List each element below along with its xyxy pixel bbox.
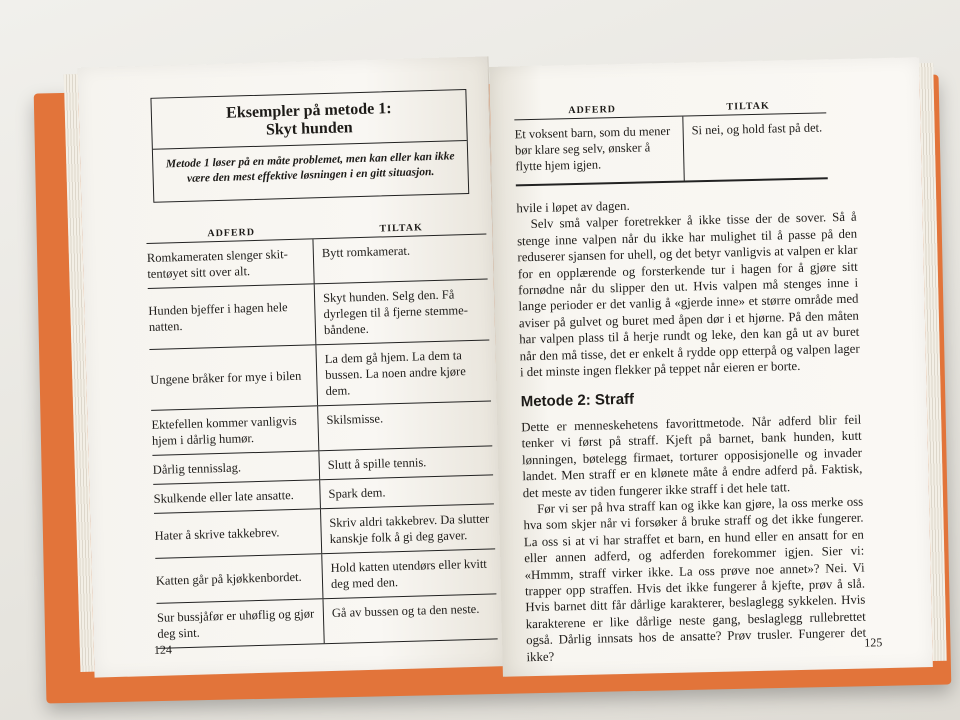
section-heading: Metode 2: Straff [520, 391, 635, 411]
body-text [516, 193, 866, 666]
behavior-cell: Skulkende eller late ansatte. [153, 480, 321, 513]
behavior-cell: Hater å skrive takkebrev. [154, 509, 322, 558]
method-box-title [151, 90, 466, 150]
method-box [150, 89, 469, 203]
table-row [157, 594, 498, 648]
method-box-title-line1: Eksempler på metode 1: [225, 100, 392, 122]
behavior-cell: Hunden bjeffer i hagen hele natten. [148, 284, 317, 349]
column-header-tiltak: TILTAK [379, 222, 423, 235]
examples-table [146, 221, 498, 649]
action-cell: Spark dem. [328, 485, 386, 502]
paragraph: Før vi ser på hva straff kan og ikke kan gjøre, la oss merke oss hva som skjer når vi forsøker å bruke straff og det ikke fungerer. La oss si at vi har straffet et barn, en hund eller en ansatt for en eller annen adferd, og adferden forekommer igjen. Sier vi: «Hmmm, straff virker ikke. La oss prøve noe annet»? Nei. Vi trapper opp straffen. Hvis det ikke fungerer å kjefte, prøv å slå. Hvis barnet ditt får dårlige karakterer, beslaglegg sykkelen. Hvis karakterene er like dårlige neste gang, beslaglegg rullebrettet også. Dårlig innsats hos de ansatte? Prøv trusler. Fungerer det ikke? [523, 494, 867, 664]
action-cell: Gå av bussen og ta den neste. [331, 601, 480, 620]
method-box-note: Metode 1 løser på en måte problemet, men kan eller kan ikke være den mest effektive løsningen i en gitt situasjon. [165, 150, 455, 185]
action-cell: La dem gå hjem. La dem ta bussen. La noen andre kjøre dem. [324, 348, 466, 399]
behavior-cell: Dårlig tennisslag. [152, 451, 320, 484]
column-header-adferd: ADFERD [207, 226, 256, 240]
action-cell: Skilsmisse. [326, 411, 384, 428]
column-header-adferd: ADFERD [568, 104, 617, 117]
paragraph: hvile i løpet av dagen. [516, 198, 630, 216]
page-number: 125 [864, 635, 883, 650]
table-row [149, 340, 491, 410]
action-cell: Skriv aldri takkebrev. Da slutter kanskje folk å gi deg gaver. [329, 511, 490, 546]
behavior-cell: Ektefellen kommer vanligvis hjem i dårlig humør. [151, 406, 319, 455]
action-cell: Hold katten utendørs eller kvitt deg med den. [330, 556, 487, 591]
left-page [78, 56, 506, 677]
right-page [489, 57, 933, 677]
page-number: 124 [153, 642, 173, 657]
action-cell: Bytt romkamerat. [321, 243, 411, 261]
table-row [148, 279, 490, 349]
behavior-cell: Romkameraten slenger skit-tentøyet sitt over alt. [147, 239, 315, 288]
column-header-tiltak: TILTAK [726, 100, 770, 113]
continued-table [514, 99, 828, 186]
behavior-cell: Ungene bråker for mye i bilen [149, 345, 318, 410]
paragraph: Selv små valper foretrekker å ikke tisse der de sover. Så å stenge inne valpen når du ikke har mulighet til å passe på den reduserer sjansen for uhell, og det betyr vanligvis at valpen er klar for en opplærende og forsterkende tur i hagen for å gjøre sitt fornødne når du slipper den ut. Hvis valpen må stenges inne i lange perioder er det vanlig å «gjerde inne» et større område med aviser på gulvet og buret med åpen dør i et hjørne. På den måten har valpen plass til å herje rundt og leke, den kan gå ut av buret når den må tisse, det er enkelt å rydde opp etterpå og valpen lager i det minste ingen flekker på teppet når eieren er borte. [516, 210, 860, 380]
behavior-cell: Katten går på kjøkkenbordet. [155, 554, 323, 603]
table-row [514, 113, 827, 186]
behavior-cell: Et voksent barn, som du mener bør klare seg selv, ønsker å flytte hjem igjen. [514, 117, 684, 185]
method-box-title-line2: Skyt hunden [265, 119, 353, 139]
action-cell: Si nei, og hold fast på det. [691, 120, 823, 138]
action-cell: Skyt hunden. Selg den. Få dyrlegen til å fjerne stemme-båndene. [322, 287, 469, 338]
paragraph: Dette er menneskehetens favorittmetode. Når adferd blir feil tenker vi først på straff. Kjeft på barnet, bank hunden, kutt lønningen, bøtelegg firmaet, torturer opposisjonelle og invader landet. Men straff er en klønete måte å endre adferd på. Faktisk, det meste av tiden fungerer ikke straff i det hele tatt. [521, 412, 863, 500]
behavior-cell: Sur bussjåfør er uhøflig og gjør deg sint. [157, 599, 325, 648]
action-cell: Slutt å spille tennis. [327, 455, 427, 473]
